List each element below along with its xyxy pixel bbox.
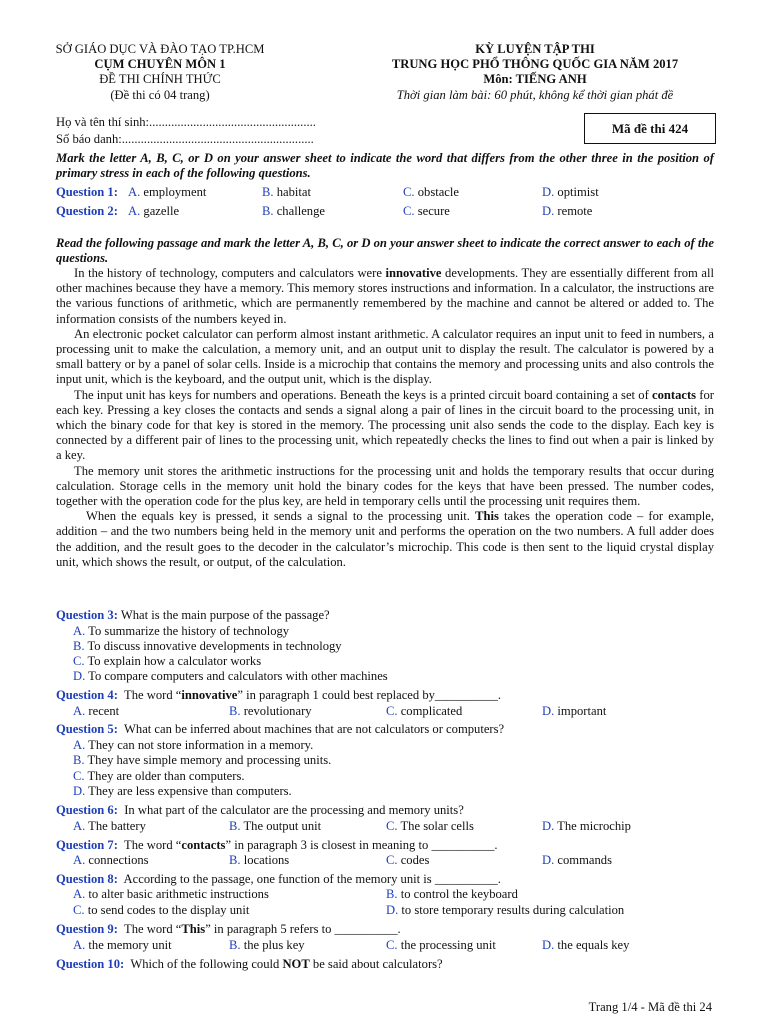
- candidate-id-field: Số báo danh:.............................................................: [56, 132, 314, 146]
- q8-option-c: C. to send codes to the display unit: [73, 903, 250, 917]
- q3-option-b: B. To discuss innovative developments in technology: [73, 639, 342, 653]
- q3-option-a: A. To summarize the history of technology: [73, 624, 290, 638]
- paragraph-5: When the equals key is pressed, it sends a signal to the processing unit. This takes the operation code – for example, addition – and the two numbers being held in the memory unit and performs the operation on the two numbers. A full adder does the addition, and the result goes to the decoder in the calculator’s microchip. This code is then sent to the liquid crystal display unit, which shows the result, or output, of the calculation.: [56, 509, 714, 569]
- q5-option-b: B. They have simple memory and processing units.: [73, 753, 332, 767]
- subject-label: Môn: TIẾNG ANH: [483, 72, 587, 86]
- question-2-label: Question 2:: [56, 204, 118, 218]
- q9-option-a: A. the memory unit: [73, 938, 172, 952]
- q5-option-a: A. They can not store information in a memory.: [73, 738, 314, 752]
- q4-option-a: A. recent: [73, 704, 120, 718]
- exam-code-box: Mã đề thi 424: [584, 113, 716, 144]
- q3-option-c: C. To explain how a calculator works: [73, 654, 262, 668]
- question-7: Question 7: The word “contacts” in paragraph 3 is closest in meaning to __________.: [56, 838, 498, 852]
- paragraph-4: The memory unit stores the arithmetic instructions for the processing unit and holds the temporary results that occur during calculation. Storage cells in the memory unit hold the binary codes for the keys that have been pressed. The number codes, together with the operation code for the plus key, are held in temporary cells until the processing unit requires them.: [56, 463, 714, 509]
- cluster-name: CỤM CHUYÊN MÔN 1: [94, 57, 226, 71]
- q6-option-c: C. The solar cells: [386, 819, 474, 833]
- q4-option-b: B. revolutionary: [229, 704, 312, 718]
- q7-option-a: A. connections: [73, 853, 149, 867]
- paragraph-3: The input unit has keys for numbers and operations. Beneath the keys is a printed circuit board containing a set of contacts for each key. Pressing a key closes the contacts and sends a signal along a pair of lines in the circuit board to the processing unit, in which the binary code for that key is stored in the memory. The processing unit also sends the code to the display. Each key is connected by a different pair of lines to the processing unit, which repeatedly checks the lines to find out when a pair is linked by a key.: [56, 387, 714, 463]
- question-4: Question 4: The word “innovative” in paragraph 1 could best replaced by__________.: [56, 688, 502, 702]
- q5-option-d: D. They are less expensive than computers.: [73, 784, 292, 798]
- question-6: Question 6: In what part of the calculator are the processing and memory units?: [56, 803, 464, 817]
- q9-option-d: D. the equals key: [542, 938, 630, 952]
- q6-option-d: D. The microchip: [542, 819, 631, 833]
- official-exam-label: ĐỀ THI CHÍNH THỨC: [99, 72, 221, 86]
- question-9: Question 9: The word “This” in paragraph 5 refers to __________.: [56, 922, 401, 936]
- candidate-name-field: Họ và tên thí sinh:.....................................................: [56, 115, 316, 129]
- question-1-label: Question 1:: [56, 185, 118, 199]
- question-1: [56, 185, 118, 200]
- q9-option-c: C. the processing unit: [386, 938, 496, 952]
- department-name: SỞ GIÁO DỤC VÀ ĐÀO TẠO TP.HCM: [55, 42, 265, 56]
- question-5: Question 5: What can be inferred about machines that are not calculators or computers?: [56, 722, 505, 736]
- q7-option-c: C. codes: [386, 853, 430, 867]
- q1-option-b: B. habitat: [262, 185, 311, 199]
- q6-option-a: A. The battery: [73, 819, 146, 833]
- q7-option-d: D. commands: [542, 853, 612, 867]
- section2-instruction: Read the following passage and mark the letter A, B, C, or D on your answer sheet to indicate the correct answer to each of the questions.: [56, 236, 714, 265]
- page-count-note: (Đề thi có 04 trang): [110, 88, 210, 102]
- q3-option-d: D. To compare computers and calculators with other machines: [73, 669, 388, 683]
- q2-option-b: B. challenge: [262, 204, 325, 218]
- exam-subtitle: TRUNG HỌC PHỔ THÔNG QUỐC GIA NĂM 2017: [391, 57, 679, 71]
- question-10: Question 10: Which of the following could NOT be said about calculators?: [56, 957, 443, 971]
- question-3: Question 3: What is the main purpose of the passage?: [56, 608, 330, 622]
- q1-option-c: C. obstacle: [403, 185, 459, 199]
- q7-option-b: B. locations: [229, 853, 290, 867]
- q8-option-a: A. to alter basic arithmetic instructions: [73, 887, 269, 901]
- q1-option-a: A. employment: [128, 185, 207, 199]
- q9-option-b: B. the plus key: [229, 938, 305, 952]
- q2-option-c: C. secure: [403, 204, 450, 218]
- reading-passage: [56, 266, 714, 570]
- q4-option-d: D. important: [542, 704, 607, 718]
- paragraph-2: An electronic pocket calculator can perform almost instant arithmetic. A calculator requires an input unit to feed in numbers, a processing unit to make the calculation, a memory unit, and an output unit to display the result. The calculator is powered by a small battery or by a panel of solar cells. Inside is a microchip that contains the memory and processing units and also controls the input unit, which is the keyboard, and the output unit, which is the display.: [56, 326, 714, 387]
- q2-option-a: A. gazelle: [128, 204, 180, 218]
- q8-option-b: B. to control the keyboard: [386, 887, 518, 901]
- q5-option-c: C. They are older than computers.: [73, 769, 245, 783]
- paragraph-1: In the history of technology, computers and calculators were innovative developments. They are essentially different from all other machines because they have a memory. This memory stores instructions and information. In a calculator, the instructions are the various functions of arithmetic, which are permanently remembered by the machine and cannot be altered or added to. The information consists of the numbers keyed in.: [56, 266, 714, 326]
- q6-option-b: B. The output unit: [229, 819, 322, 833]
- q4-option-c: C. complicated: [386, 704, 463, 718]
- q2-option-d: D. remote: [542, 204, 593, 218]
- question-3-stem: What is the main purpose of the passage?: [120, 608, 330, 622]
- q8-option-d: D. to store temporary results during calculation: [386, 903, 625, 917]
- question-2: [56, 204, 118, 219]
- exam-title: KỲ LUYỆN TẬP THI: [475, 42, 595, 56]
- section1-instruction: Mark the letter A, B, C, or D on your answer sheet to indicate the word that differs from the other three in the position of primary stress in each of the following questions.: [56, 151, 714, 180]
- q1-option-d: D. optimist: [542, 185, 599, 199]
- time-note: Thời gian làm bài: 60 phút, không kể thời gian phát đề: [396, 88, 674, 102]
- page-footer: Trang 1/4 - Mã đề thi 24: [588, 1000, 712, 1014]
- question-8: Question 8: According to the passage, one function of the memory unit is __________.: [56, 872, 501, 886]
